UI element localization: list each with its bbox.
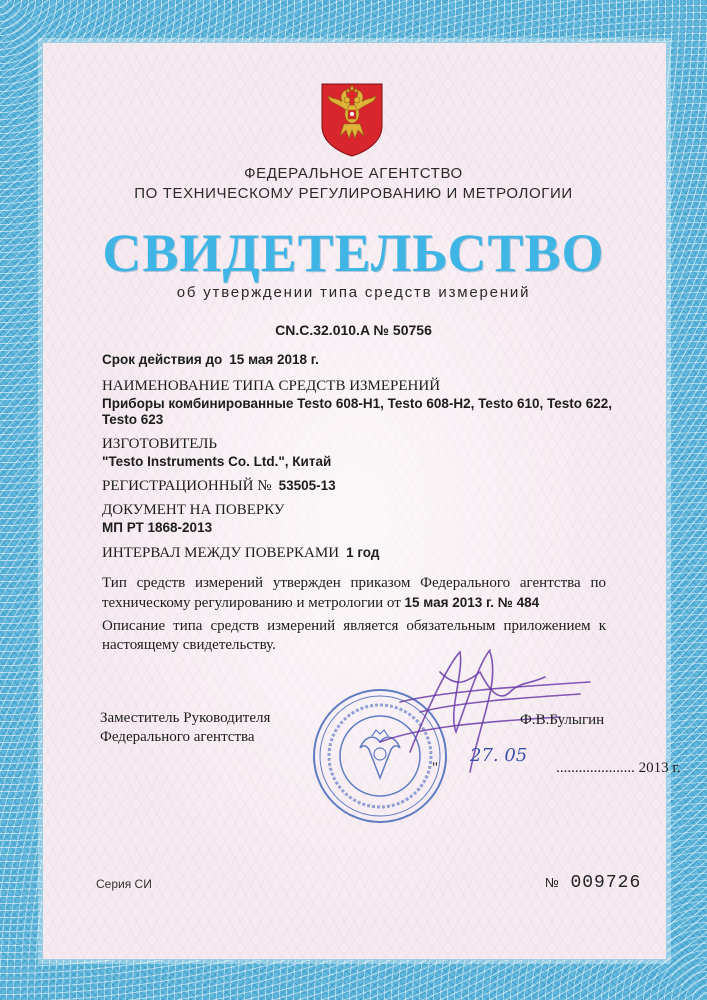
type-name-line1: Приборы комбинированные Testo 608-H1, Testo 608-H2, Testo 610, Testo 622, <box>102 396 612 411</box>
verification-doc-label: ДОКУМЕНТ НА ПОВЕРКУ <box>102 502 285 518</box>
manufacturer-label: ИЗГОТОВИТЕЛЬ <box>102 436 218 452</box>
validity-row <box>102 352 319 369</box>
agency-name-line2: ПО ТЕХНИЧЕСКОМУ РЕГУЛИРОВАНИЮ И МЕТРОЛОГИИ <box>134 185 573 202</box>
interval-label: ИНТЕРВАЛ МЕЖДУ ПОВЕРКАМИ <box>102 545 340 561</box>
coat-of-arms-icon <box>316 80 388 158</box>
description-paragraph: Описание типа средств измерений является обязательным приложением к настоящему свидетельству. <box>102 618 606 653</box>
interval-value: 1 год <box>346 545 380 560</box>
position-line2: Федерального агентства <box>100 729 255 745</box>
position-line1: Заместитель Руководителя <box>100 710 271 726</box>
certificate-number: CN.C.32.010.A № 50756 <box>275 322 432 338</box>
number-sign: № <box>545 875 560 890</box>
certificate-subtitle: об утверждении типа средств измерений <box>176 284 531 301</box>
agency-name-line1: ФЕДЕРАЛЬНОЕ АГЕНТСТВО <box>244 165 463 182</box>
validity-label: Срок действия до <box>102 352 223 367</box>
certificate-title: СВИДЕТЕЛЬСТВО <box>102 223 605 283</box>
form-number <box>545 872 641 893</box>
signatory-name: Ф.В.Булыгин <box>520 712 605 728</box>
registration-value: 53505-13 <box>278 478 336 493</box>
form-number-value: 009726 <box>570 873 642 893</box>
series-label: Серия СИ <box>96 877 152 891</box>
interval-row <box>102 545 379 562</box>
handwritten-date: 27. 05 <box>470 745 528 766</box>
approval-paragraph <box>102 574 606 613</box>
approval-text: Тип средств измерений утвержден приказом Федерального агентства по техническому регулированию и метрологии от <box>102 575 606 611</box>
verification-doc-value: МП РТ 1868-2013 <box>102 520 213 535</box>
validity-value: 15 мая 2018 г. <box>229 352 319 367</box>
registration-label: РЕГИСТРАЦИОННЫЙ № <box>102 478 272 494</box>
manufacturer-value: "Testo Instruments Co. Ltd.", Китай <box>102 454 332 469</box>
type-name-line2: Testo 623 <box>102 412 164 427</box>
registration-row <box>102 478 336 495</box>
approval-date: 15 мая 2013 г. № 484 <box>404 595 540 610</box>
date-prefix: " <box>432 760 439 776</box>
date-suffix: ..................... 2013 г. <box>556 760 681 776</box>
type-name-label: НАИМЕНОВАНИЕ ТИПА СРЕДСТВ ИЗМЕРЕНИЙ <box>102 378 441 394</box>
